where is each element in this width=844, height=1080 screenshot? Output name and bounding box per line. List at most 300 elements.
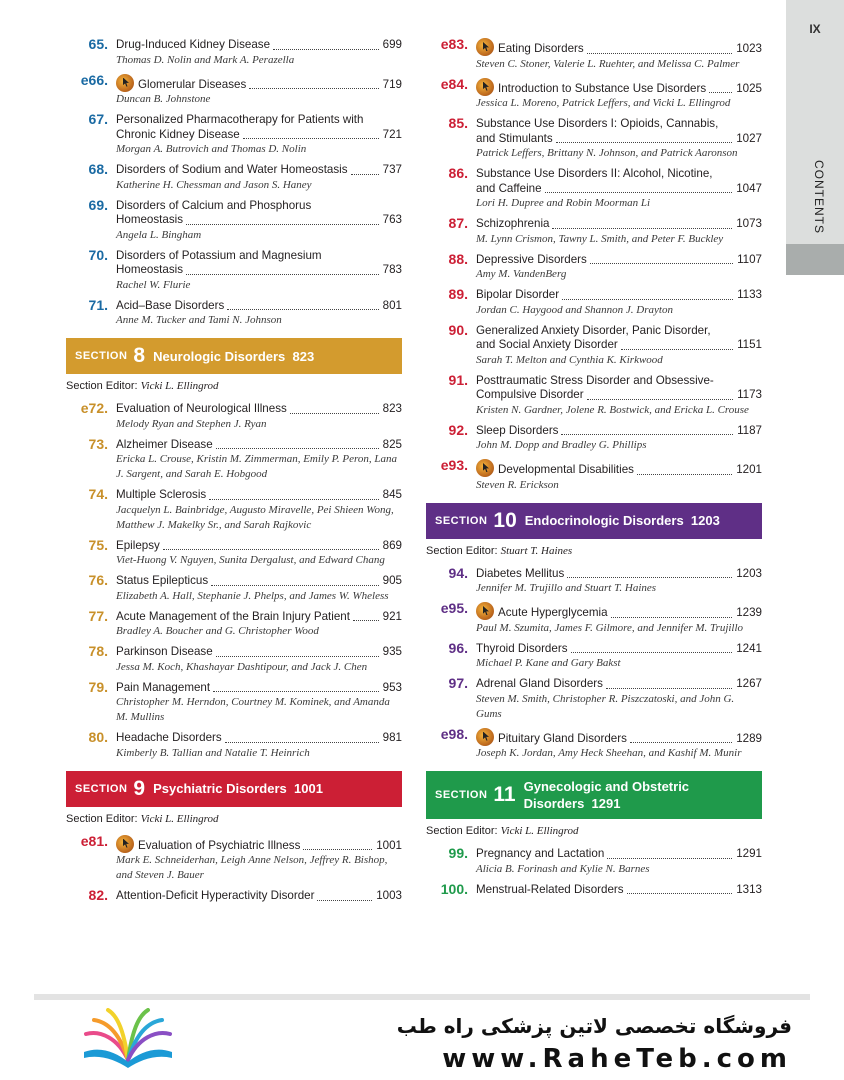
section-word: SECTION [75, 782, 128, 795]
toc-entry[interactable] [66, 536, 402, 569]
page-number: 1203 [736, 566, 762, 580]
leader-dots [225, 742, 379, 743]
page-number: 1151 [737, 338, 762, 351]
chapter-title-line [476, 182, 762, 197]
page-number: 1289 [736, 731, 762, 745]
section-number: 10 [493, 508, 517, 532]
page-number: 1173 [737, 388, 762, 401]
section-editor: Section Editor: Stuart T. Haines [426, 544, 573, 557]
chapter-title-text: Epilepsy [116, 538, 160, 552]
page-number: 1023 [736, 42, 762, 55]
chapter-title-line [476, 424, 762, 439]
side-tab [786, 0, 844, 275]
toc-entry[interactable] [66, 607, 402, 640]
chapter-title-text: Multiple Sclerosis [116, 488, 207, 501]
chapter-title-first-line: Disorders of Calcium and Phosphorus [116, 198, 312, 212]
toc-entry[interactable] [426, 421, 762, 454]
page-number: 801 [382, 298, 402, 312]
chapter-title-text: Depressive Disorders [476, 252, 587, 266]
toc-entry[interactable] [426, 880, 762, 898]
chapter-title-line [476, 567, 762, 582]
section-title: Endocrinologic Disorders 1203 [524, 513, 720, 528]
chapter-authors: Sarah T. Melton and Cynthia K. Kirkwood [476, 353, 663, 366]
chapter-title-line [116, 681, 402, 696]
chapter-authors: Jessa M. Koch, Khashayar Dashtipour, and Jack J. Chen [116, 660, 368, 673]
leader-dots [186, 274, 379, 275]
chapter-number: 88. [448, 250, 468, 267]
chapter-title [476, 253, 587, 268]
chapter-title-first-line: Disorders of Potassium and Magnesium [116, 248, 322, 262]
chapter-number: 71. [88, 296, 108, 313]
page-number: 719 [382, 77, 402, 91]
chapter-title-line [476, 132, 762, 147]
chapter-number: 92. [448, 421, 468, 438]
chapter-authors: Joseph K. Jordan, Amy Heck Sheehan, and Kashif M. Munir [476, 747, 742, 759]
page-number: 1073 [736, 217, 762, 230]
toc-entry[interactable] [426, 321, 762, 368]
chapter-number: e93. [440, 457, 468, 473]
chapter-title [476, 338, 618, 353]
page-number: 737 [382, 163, 402, 176]
chapter-number: e98. [440, 725, 468, 742]
page-number: 763 [382, 213, 402, 226]
chapter-title-line [116, 574, 402, 589]
section-number: 9 [133, 776, 146, 800]
leader-dots [561, 434, 733, 435]
chapter-title [476, 642, 568, 657]
toc-entry[interactable] [426, 725, 762, 762]
store-website-link[interactable]: www.RaheTeb.com [442, 1044, 792, 1074]
chapter-authors: Lori H. Dupree and Robin Moorman Li [476, 197, 651, 209]
toc-entry[interactable] [66, 488, 402, 533]
section-title: Psychiatric Disorders 1001 [153, 781, 323, 796]
page-number: 905 [382, 574, 402, 587]
chapter-title [476, 847, 604, 862]
chapter-number: 80. [88, 729, 108, 745]
page-number: 1313 [736, 882, 762, 896]
toc-entry[interactable] [66, 731, 402, 761]
chapter-number: 68. [88, 161, 108, 177]
page-number: 1201 [736, 463, 762, 476]
toc-entry[interactable] [426, 459, 762, 493]
chapter-title [116, 681, 210, 696]
chapter-title-text: Acute Management of the Brain Injury Patient [116, 609, 350, 623]
leader-dots [273, 49, 379, 50]
section-8-header[interactable] [66, 338, 402, 374]
page-number: 1241 [736, 641, 762, 655]
chapter-authors: Jessica L. Moreno, Patrick Leffers, and Vicki L. Ellingrod [476, 97, 731, 109]
chapter-title [116, 889, 314, 904]
chapter-title-text: Schizophrenia [476, 217, 550, 230]
leader-dots [571, 652, 733, 653]
page-number: 953 [382, 680, 402, 694]
chapter-title-line [116, 128, 402, 143]
page-number: 1047 [736, 181, 762, 195]
chapter-number: 97. [448, 675, 468, 691]
page-number: 1025 [736, 81, 762, 95]
toc-entry[interactable] [66, 296, 402, 329]
contents-tab-label: CONTENTS [812, 160, 826, 234]
chapter-number: 79. [88, 678, 108, 695]
chapter-title [116, 74, 246, 93]
leader-dots [216, 656, 379, 657]
leader-dots [587, 53, 733, 54]
toc-entry[interactable] [426, 847, 762, 877]
chapter-title-text: Chronic Kidney Disease [116, 127, 240, 141]
chapter-title-first-line: Posttraumatic Stress Disorder and Obsessive- [476, 373, 714, 387]
leader-dots [567, 577, 732, 578]
chapter-title-text: Menstrual-Related Disorders [476, 882, 624, 896]
chapter-number: 74. [88, 486, 108, 502]
chapter-title-text: and Stimulants [476, 131, 553, 145]
chapter-authors: Rachel W. Flurie [116, 278, 191, 291]
chapter-number: 94. [448, 564, 468, 581]
chapter-title [116, 38, 270, 53]
chapter-title [476, 602, 608, 621]
toc-entry[interactable] [66, 435, 402, 483]
chapter-title [476, 677, 603, 692]
chapter-number: e83. [440, 36, 468, 52]
chapter-title-text: Pain Management [116, 680, 211, 694]
chapter-authors: M. Lynn Crismon, Tawny L. Smith, and Peter F. Buckley [476, 232, 724, 245]
chapter-number: 91. [448, 371, 468, 388]
entries-right-b [426, 564, 762, 762]
chapter-title-text: Disorders of Sodium and Water Homeostasis [116, 163, 348, 176]
open-book-logo-icon [78, 1008, 178, 1070]
chapter-number: 67. [88, 111, 108, 127]
online-chapter-cursor-icon [116, 74, 134, 92]
chapter-title [476, 459, 634, 478]
chapter-title [116, 835, 300, 854]
toc-entry[interactable] [426, 639, 762, 672]
toc-entry[interactable] [426, 564, 762, 597]
chapter-authors: Amy M. VandenBerg [476, 268, 567, 280]
leader-dots [243, 138, 379, 139]
chapter-title-text: Compulsive Disorder [476, 388, 584, 401]
chapter-title-line [116, 889, 402, 904]
chapter-number: e72. [80, 400, 108, 416]
leader-dots [227, 309, 378, 310]
chapter-authors: Jennifer M. Trujillo and Stuart T. Haines [476, 582, 657, 594]
toc-entry[interactable] [66, 246, 402, 293]
chapter-title [476, 883, 624, 898]
store-name: فروشگاه تخصصی لاتین پزشکی راه طب [396, 1014, 792, 1038]
chapter-title [476, 424, 558, 439]
page-number: 825 [382, 437, 402, 451]
chapter-title-text: Attention-Deficit Hyperactivity Disorder [116, 889, 315, 902]
leader-dots [606, 688, 732, 689]
page-number: 1003 [376, 889, 402, 902]
page-number: 823 [382, 402, 402, 415]
section-9-header[interactable] [66, 771, 402, 807]
page-number-roman: IX [809, 22, 821, 36]
chapter-number: 87. [448, 215, 468, 231]
toc-entry[interactable] [426, 117, 762, 161]
chapter-title [116, 488, 206, 503]
toc-entry[interactable] [426, 217, 762, 247]
chapter-number: 90. [448, 321, 468, 338]
chapter-title-line [476, 253, 762, 268]
page-number: 1133 [737, 288, 762, 301]
chapter-authors: Christopher M. Herndon, Courtney M. Kominek, and Amanda M. Mullins [116, 696, 390, 723]
section-11-header[interactable] [426, 771, 762, 819]
leader-dots [216, 448, 379, 449]
chapter-number: 77. [88, 607, 108, 624]
chapter-title-text: Status Epilepticus [116, 574, 209, 587]
online-chapter-cursor-icon [476, 38, 494, 56]
leader-dots [607, 858, 732, 859]
leader-dots [163, 549, 379, 550]
entries-left-a [66, 38, 402, 328]
chapter-authors: Alicia B. Forinash and Kylie N. Barnes [476, 862, 650, 875]
chapter-number: 96. [448, 639, 468, 656]
page-number: 1187 [737, 423, 762, 437]
right-column [426, 38, 762, 903]
section-editor: Section Editor: Vicki L. Ellingrod [66, 380, 219, 392]
chapter-title-line [116, 163, 402, 178]
toc-entry[interactable] [426, 677, 762, 722]
chapter-authors: Morgan A. Butrovich and Thomas D. Nolin [116, 143, 307, 155]
leader-dots [545, 192, 733, 193]
chapter-title-line [476, 677, 762, 692]
chapter-number: 89. [448, 286, 468, 302]
chapter-authors: Steven C. Stoner, Valerie L. Ruehter, and Melissa C. Palmer [476, 57, 740, 70]
chapter-title-text: and Social Anxiety Disorder [476, 338, 618, 351]
chapter-number: e84. [440, 75, 468, 92]
chapter-title-first-line: Personalized Pharmacotherapy for Patients with [116, 113, 364, 126]
chapter-title-text: Evaluation of Psychiatric Illness [138, 838, 301, 852]
page-number: 935 [382, 645, 402, 658]
chapter-title-line [476, 883, 762, 898]
toc-entry[interactable] [66, 645, 402, 675]
chapter-number: 73. [88, 435, 108, 452]
page-number: 921 [382, 609, 402, 623]
toc-entry[interactable] [66, 113, 402, 157]
toc-entry[interactable] [426, 602, 762, 636]
chapter-title-text: Developmental Disabilities [498, 463, 634, 476]
toc-entry[interactable] [426, 371, 762, 418]
leader-dots [562, 299, 733, 300]
chapter-title-line [476, 78, 762, 97]
chapter-authors: Paul M. Szumita, James F. Gilmore, and Jennifer M. Trujillo [476, 621, 744, 634]
entries-right-a [426, 38, 762, 493]
section-number: 8 [133, 344, 146, 367]
chapter-title-line [476, 338, 762, 353]
chapter-authors: Angela L. Bingham [116, 228, 202, 241]
chapter-authors: John M. Dopp and Bradley G. Phillips [476, 439, 647, 451]
chapter-title-line [476, 388, 762, 403]
bottom-fade [0, 930, 844, 995]
chapter-title-text: Acid–Base Disorders [116, 298, 225, 312]
chapter-number: 78. [88, 643, 108, 659]
chapter-title [116, 438, 213, 453]
toc-entry[interactable] [66, 678, 402, 726]
leader-dots [209, 499, 378, 500]
chapter-title-text: Pituitary Gland Disorders [498, 731, 627, 745]
chapter-title [116, 610, 350, 625]
left-column [66, 38, 402, 910]
chapter-authors: Elizabeth A. Hall, Stephanie J. Phelps, and James W. Wheless [116, 589, 389, 602]
chapter-title-line [116, 74, 402, 93]
chapter-title-text: Acute Hyperglycemia [498, 606, 608, 619]
chapter-authors: Jordan C. Haygood and Shannon J. Drayton [476, 303, 673, 316]
chapter-title-text: Homeostasis [116, 263, 184, 276]
section-word: SECTION [75, 350, 128, 362]
chapter-title-line [476, 847, 762, 862]
chapter-title [476, 288, 559, 303]
chapter-title [476, 78, 706, 97]
chapter-title [476, 567, 564, 582]
chapter-title-text: Glomerular Diseases [138, 77, 247, 91]
chapter-title [116, 128, 240, 143]
chapter-authors: Kristen N. Gardner, Jolene R. Bostwick, and Ericka L. Crouse [476, 403, 749, 416]
chapter-title-text: Introduction to Substance Use Disorders [498, 81, 707, 95]
chapter-title-line [476, 38, 762, 57]
tab-marker [786, 244, 844, 275]
chapter-number: e66. [80, 71, 108, 88]
chapter-title-text: Bipolar Disorder [476, 288, 560, 301]
chapter-title [116, 213, 183, 228]
online-chapter-cursor-icon [476, 602, 494, 620]
leader-dots [630, 742, 732, 743]
chapter-title-line [116, 488, 402, 503]
chapter-title-line [116, 402, 402, 417]
chapter-title-text: Evaluation of Neurological Illness [116, 402, 287, 415]
page-number: 1107 [737, 252, 762, 266]
page-number: 721 [382, 127, 402, 141]
chapter-authors: Thomas D. Nolin and Mark A. Perazella [116, 53, 295, 66]
toc-entry[interactable] [66, 402, 402, 432]
page-number: 783 [382, 263, 402, 276]
chapter-authors: Anne M. Tucker and Tami N. Johnson [116, 314, 282, 326]
chapter-title-text: Homeostasis [116, 213, 184, 226]
leader-dots [627, 893, 733, 894]
toc-entry[interactable] [426, 288, 762, 318]
leader-dots [353, 620, 379, 621]
toc-entry[interactable] [426, 38, 762, 72]
chapter-title-text: Eating Disorders [498, 42, 584, 55]
leader-dots [290, 413, 379, 414]
chapter-authors: Viet-Huong V. Nguyen, Sunita Dergalust, and Edward Chang [116, 554, 385, 566]
online-chapter-cursor-icon [476, 728, 494, 746]
page-number: 1001 [376, 838, 402, 852]
toc-entry[interactable] [66, 574, 402, 604]
section-word: SECTION [435, 514, 488, 527]
chapter-title [116, 731, 222, 746]
toc-entry[interactable] [426, 75, 762, 112]
toc-entry[interactable] [66, 163, 402, 193]
chapter-title-line [476, 217, 762, 232]
chapter-title [476, 728, 627, 747]
chapter-authors: Bradley A. Boucher and G. Christopher Wood [116, 625, 319, 637]
chapter-title-line [116, 835, 402, 854]
chapter-title [116, 163, 348, 178]
chapter-title [476, 217, 549, 232]
chapter-authors: Katherine H. Chessman and Jason S. Haney [116, 178, 312, 191]
chapter-authors: Duncan B. Johnstone [116, 93, 211, 105]
chapter-title-text: and Caffeine [476, 181, 542, 195]
chapter-title-text: Adrenal Gland Disorders [476, 677, 603, 690]
chapter-number: 99. [448, 845, 468, 861]
chapter-number: 85. [448, 115, 468, 131]
page-number: 1027 [736, 131, 762, 145]
chapter-number: 82. [88, 887, 108, 903]
section-title: Neurologic Disorders 823 [153, 348, 315, 364]
chapter-title [116, 263, 183, 278]
entries-left-c [66, 832, 402, 904]
chapter-authors: Steven M. Smith, Christopher R. Piszczatoski, and John G. Gums [476, 692, 735, 720]
page-number: 981 [382, 731, 402, 744]
chapter-authors: Steven R. Erickson [476, 478, 559, 491]
chapter-title-line [116, 731, 402, 746]
chapter-authors: Patrick Leffers, Brittany N. Johnson, and Patrick Aaronson [476, 147, 738, 159]
chapter-title-line [116, 213, 402, 228]
toc-entry[interactable] [66, 71, 402, 108]
leader-dots [587, 399, 733, 400]
page-number: 869 [382, 538, 402, 552]
chapter-title-line [116, 299, 402, 314]
chapter-title-line [476, 642, 762, 657]
chapter-number: e95. [440, 600, 468, 616]
online-chapter-cursor-icon [476, 78, 494, 96]
chapter-title-text: Drug-Induced Kidney Disease [116, 38, 271, 51]
chapter-title [476, 182, 542, 197]
chapter-number: 86. [448, 165, 468, 181]
chapter-title-line [476, 288, 762, 303]
chapter-title [116, 574, 208, 589]
page-number: 1291 [736, 847, 762, 860]
toc-entry[interactable] [426, 167, 762, 211]
toc-entry[interactable] [66, 38, 402, 68]
toc-entry[interactable] [66, 889, 402, 904]
online-chapter-cursor-icon [476, 459, 494, 477]
chapter-authors: Michael P. Kane and Gary Bakst [476, 657, 621, 669]
chapter-title [476, 38, 584, 57]
chapter-title-line [476, 602, 762, 621]
page-number: 845 [382, 488, 402, 501]
chapter-title [476, 388, 584, 403]
chapter-title-first-line: Substance Use Disorders I: Opioids, Cannabis, [476, 117, 719, 130]
chapter-authors: Melody Ryan and Stephen J. Ryan [116, 417, 267, 430]
leader-dots [303, 849, 372, 850]
leader-dots [709, 92, 732, 93]
leader-dots [621, 349, 733, 350]
section-number: 11 [493, 783, 516, 806]
section-editor: Section Editor: Vicki L. Ellingrod [66, 812, 219, 825]
toc-entry[interactable] [66, 196, 402, 243]
entries-left-b [66, 402, 402, 761]
online-chapter-cursor-icon [116, 835, 134, 853]
toc-entry[interactable] [66, 832, 402, 884]
toc-entry[interactable] [426, 250, 762, 283]
leader-dots [351, 174, 379, 175]
chapter-title-first-line: Substance Use Disorders II: Alcohol, Nicotine, [476, 167, 713, 180]
page-number: 1267 [736, 677, 762, 690]
chapter-number: 65. [88, 36, 108, 52]
chapter-title [116, 539, 160, 554]
leader-dots [317, 900, 372, 901]
section-editor: Section Editor: Vicki L. Ellingrod [426, 825, 579, 837]
section-10-header[interactable] [426, 503, 762, 539]
leader-dots [590, 263, 733, 264]
chapter-authors: Mark E. Schneiderhan, Leigh Anne Nelson, Jeffrey R. Bishop, and Steven J. Bauer [116, 854, 388, 881]
chapter-title-text: Diabetes Mellitus [476, 566, 565, 580]
chapter-number: 100. [440, 880, 468, 897]
chapter-title-text: Pregnancy and Lactation [476, 847, 605, 860]
chapter-title-first-line: Generalized Anxiety Disorder, Panic Disorder, [476, 323, 711, 337]
leader-dots [556, 142, 733, 143]
chapter-authors: Kimberly B. Tallian and Natalie T. Heinrich [116, 746, 310, 759]
